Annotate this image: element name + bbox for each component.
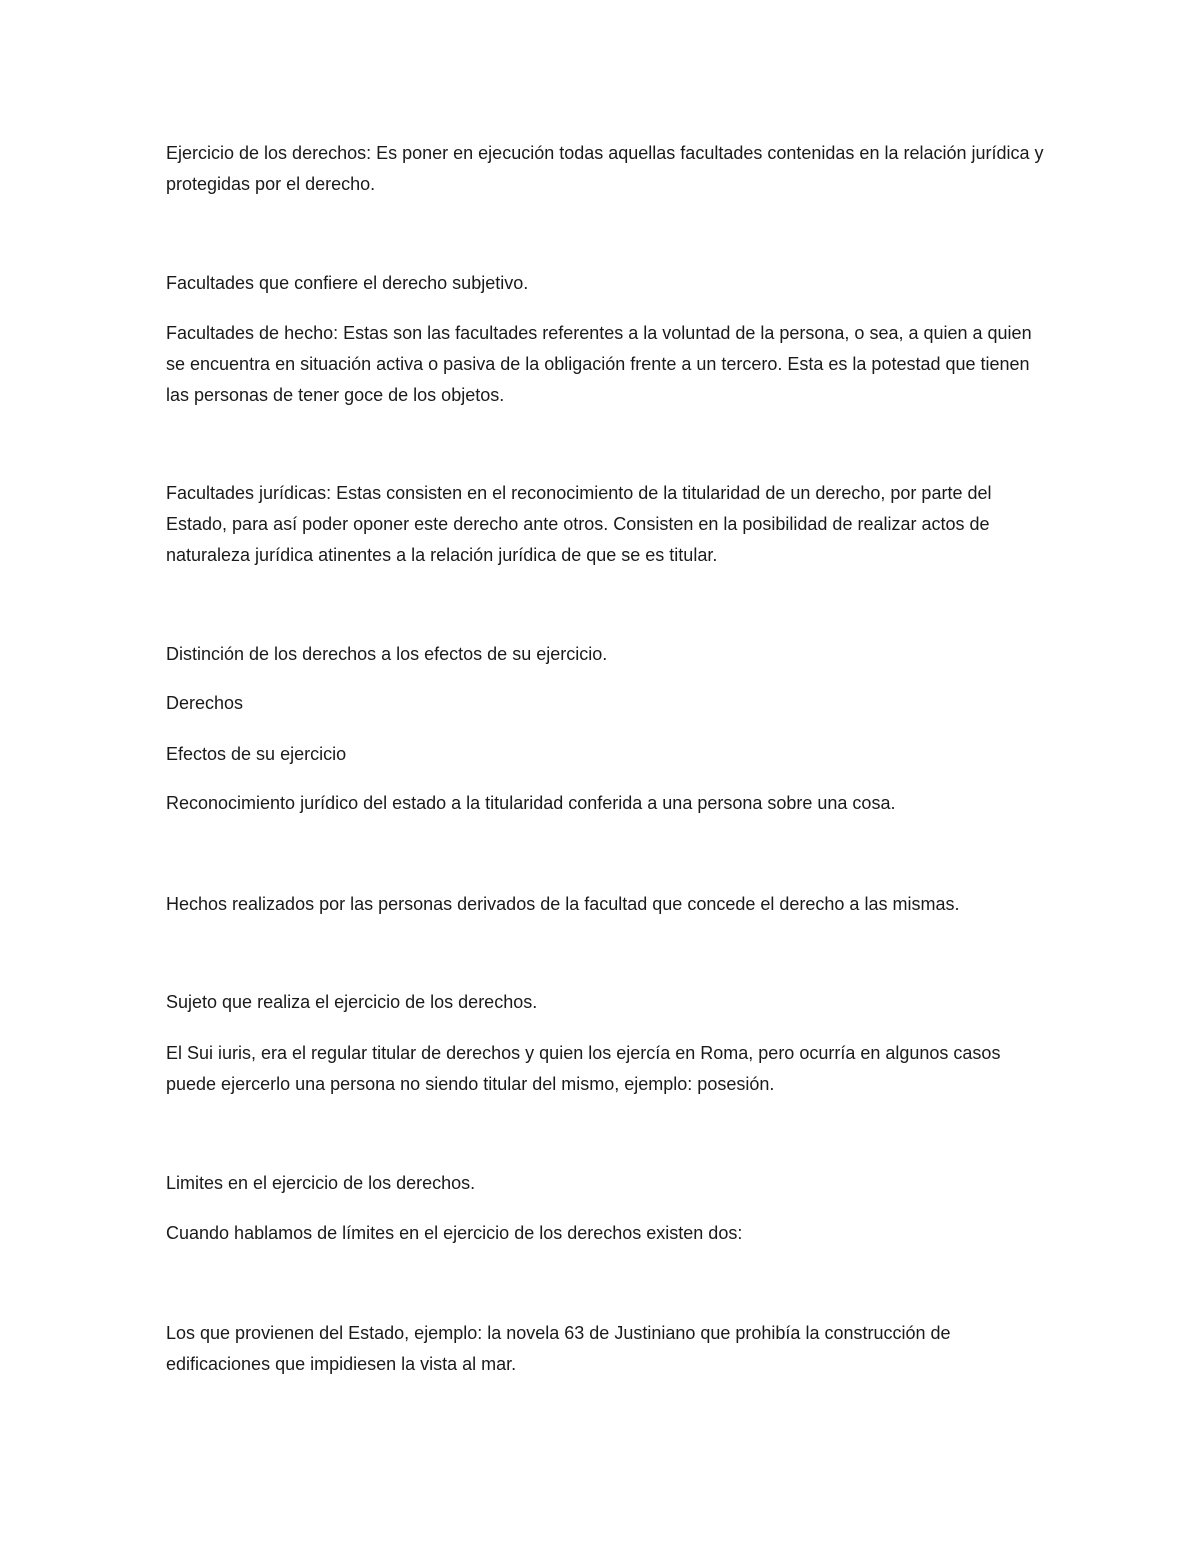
paragraph-sui-iuris: El Sui iuris, era el regular titular de derechos y quien los ejercía en Roma, pero ocurría en algunos casos puede ejercerlo una persona no siendo titular del mismo, ejemplo: posesión. — [166, 1043, 1001, 1094]
heading-facultades: Facultades que confiere el derecho subjetivo. — [166, 273, 529, 293]
paragraph-hechos: Hechos realizados por las personas derivados de la facultad que concede el derecho a las mismas. — [166, 894, 960, 914]
label-efectos: Efectos de su ejercicio — [166, 744, 347, 764]
paragraph-reconocimiento: Reconocimiento jurídico del estado a la titularidad conferida a una persona sobre una cosa. — [166, 793, 896, 813]
paragraph-ejercicio-definicion: Ejercicio de los derechos: Es poner en ejecución todas aquellas facultades contenidas en la relación jurídica y protegidas por el derecho. — [166, 143, 1044, 194]
paragraph-limites-estado: Los que provienen del Estado, ejemplo: la novela 63 de Justiniano que prohibía la construcción de edificaciones que impidiesen la vista al mar. — [166, 1323, 951, 1374]
label-derechos: Derechos — [166, 693, 244, 713]
heading-limites: Limites en el ejercicio de los derechos. — [166, 1173, 476, 1193]
paragraph-facultades-hecho: Facultades de hecho: Estas son las facultades referentes a la voluntad de la persona, o sea, a quien a quien se encuentra en situación activa o pasiva de la obligación frente a un tercero. Esta es la potestad que tienen las personas de tener goce de los objetos. — [166, 323, 1032, 405]
paragraph-facultades-juridicas: Facultades jurídicas: Estas consisten en el reconocimiento de la titularidad de un derecho, por parte del Estado, para así poder oponer este derecho ante otros. Consisten en la posibilidad de realizar actos de naturaleza jurídica atinentes a la relación jurídica de que se es titular. — [166, 483, 992, 565]
heading-distincion: Distinción de los derechos a los efectos de su ejercicio. — [166, 644, 608, 664]
paragraph-limites-intro: Cuando hablamos de límites en el ejercicio de los derechos existen dos: — [166, 1223, 743, 1243]
heading-sujeto: Sujeto que realiza el ejercicio de los derechos. — [166, 992, 538, 1012]
